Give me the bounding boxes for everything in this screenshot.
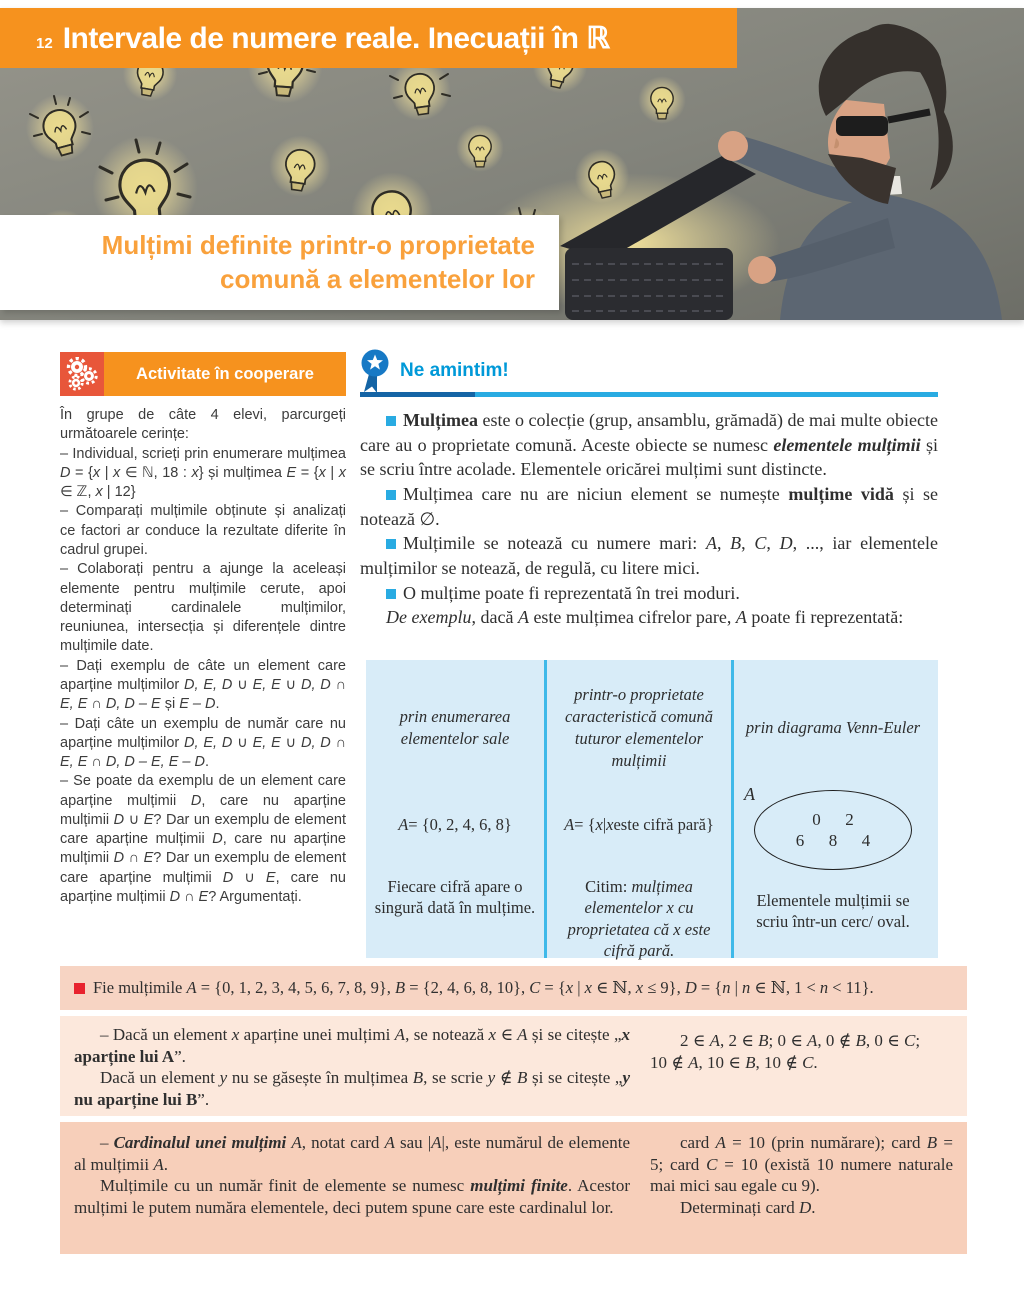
table-column-venn xyxy=(731,660,932,958)
cardinal-paragraph: Mulțimile cu un număr finit de elemente se numesc mulțimi finite. Acestor mulțimi le putem număra elementele, deci putem spune care este cardinalul lor. xyxy=(74,1176,631,1217)
example-line: Determinați card D. xyxy=(680,1197,816,1217)
sidebar-body xyxy=(60,406,346,907)
column-note: Citim: mulțimea elementelor x cu proprietatea că x este cifră pară. xyxy=(567,877,711,961)
sidebar-paragraph: – Dați exemplu de câte un element care aparține mulțimilor D, E, D ∪ E, E ∪ D, D ∩ E, E ∩ D, D – E și E – D. xyxy=(60,657,346,713)
page-header xyxy=(0,8,737,68)
membership-definitions xyxy=(74,1024,630,1110)
page-number: 12 xyxy=(36,34,53,52)
sidebar-header xyxy=(60,352,346,396)
remember-header xyxy=(360,350,938,392)
table-column-property xyxy=(544,660,731,961)
blue-square-bullet xyxy=(386,589,396,599)
venn-diagram xyxy=(742,784,924,878)
example-line: 10 ∉ A, 10 ∈ B, 10 ∉ C. xyxy=(650,1052,818,1072)
example-line: 2 ∈ A, 2 ∈ B; 0 ∈ A, 0 ∉ B, 0 ∈ C; xyxy=(680,1031,921,1050)
section-rule xyxy=(360,392,938,397)
column-header: printr-o proprietate caracteristică comună tuturor elementelor mulțimii xyxy=(564,685,713,770)
venn-set-label: A xyxy=(744,784,755,804)
cardinal-definitions xyxy=(74,1132,630,1248)
medal-icon xyxy=(360,348,390,394)
sidebar-paragraph: În grupe de câte 4 elevi, parcurgeți următoarele cerințe: xyxy=(60,407,346,443)
given-sets-band xyxy=(60,966,967,1010)
set-formula: A = { x | x este cifră pară} xyxy=(564,815,714,835)
rule-light-segment xyxy=(475,392,938,397)
rule-dark-segment xyxy=(360,392,475,397)
example-line: card A = 10 (prin numărare); card B = 5; card C = 10 (există 10 numere naturale mai mici sau egale cu 9). xyxy=(650,1133,953,1196)
membership-examples xyxy=(630,1024,953,1110)
blue-square-bullet xyxy=(386,416,396,426)
remember-item: Mulțimea este o colecție (grup, ansamblu, grămadă) de mai multe obiecte care au o proprietate comună. Aceste obiecte se numesc elementele mulțimii și se scriu între acolade. Elementele oricărei mulțimi sunt distincte. xyxy=(360,410,938,480)
remember-title: Ne amintim! xyxy=(400,360,509,381)
subtitle-line-2: comună a elementelor lor xyxy=(220,263,535,294)
venn-row: 0 2 xyxy=(812,809,854,829)
page-title: Intervale de numere reale. Inecuații în ℝ xyxy=(62,21,610,55)
remember-item: Mulțimile se notează cu numere mari: A, B, C, D, ..., iar elementele mulțimilor se notează, de regulă, cu litere mici. xyxy=(360,533,939,578)
blue-square-bullet xyxy=(386,490,396,500)
sidebar-paragraph: – Dați câte un exemplu de număr care nu aparține mulțimilor D, E, D ∪ E, E ∪ D, D ∩ E, E ∩ D, D – E, E – D. xyxy=(60,715,346,771)
remember-section xyxy=(360,350,938,630)
remember-item: O mulțime poate fi reprezentată în trei moduri. xyxy=(360,581,938,606)
sidebar-paragraph: – Comparați mulțimile obținute și analizați ce factori ar conduce la rezultate diferite în cadrul grupei. xyxy=(60,503,346,558)
sidebar-title: Activitate în cooperare xyxy=(136,364,314,383)
subtitle-line-1: Mulțimi definite printr-o proprietate xyxy=(101,229,535,260)
blue-square-bullet xyxy=(386,539,396,549)
venn-oval xyxy=(754,790,912,870)
membership-band xyxy=(60,1016,967,1116)
table-column-enumeration xyxy=(366,660,544,958)
sidebar-paragraph: – Se poate da exemplu de un element care aparține mulțimii D, care nu aparține mulțimii D ∪ E? Dar un exemplu de element care aparține mulțimii D, care nu aparține mulțimii D ∩ E? Dar un exemplu de element care aparține mulțimii D ∪ E, care nu aparține mulțimii D ∩ E? Argumentați. xyxy=(60,773,346,906)
venn-row: 6 8 4 xyxy=(795,831,871,850)
column-header: prin enumerarea elementelor sale xyxy=(399,707,511,748)
cardinal-paragraph: – Cardinalul unei mulțimi A, notat card A sau |A|, este numărul de elemente al mulțimii A. xyxy=(74,1133,630,1174)
membership-paragraph: – Dacă un element x aparține unei mulțimi A, se notează x ∈ A și se citește „x aparține lui A”. xyxy=(74,1025,630,1066)
membership-paragraph: Dacă un element y nu se găsește în mulțimea B, se scrie y ∉ B și se citește „y nu aparține lui B”. xyxy=(74,1068,630,1109)
sidebar-title-band xyxy=(104,352,346,396)
sidebar-paragraph: – Individual, scrieți prin enumerare mulțimea D = {x | x ∈ ℕ, 18 : x} și mulțimea E = {x | x ∈ ℤ, x | 12} xyxy=(60,445,346,501)
red-square-bullet xyxy=(74,983,85,994)
sidebar-paragraph: – Colaborați pentru a ajunge la aceleași elemente pentru mulțimile cerute, apoi determinați cardinalele mulțimilor, reuniunea, intersecția și diferențele dintre mulțimile date. xyxy=(60,561,346,655)
given-sets-text: Fie mulțimile A = {0, 1, 2, 3, 4, 5, 6, 7, 8, 9}, B = {2, 4, 6, 8, 10}, C = {x | x ∈ ℕ, x ≤ 9}, D = {n | n ∈ ℕ, 1 < n < 11}. xyxy=(93,978,874,997)
column-header: prin diagrama Venn-Euler xyxy=(745,718,921,738)
cardinal-band xyxy=(60,1122,967,1254)
cooperation-activity-sidebar xyxy=(60,352,346,907)
set-formula: A = {0, 2, 4, 6, 8} xyxy=(398,815,512,835)
cardinal-examples xyxy=(630,1132,953,1248)
lesson-subtitle xyxy=(0,215,559,310)
column-note: Elementele mulțimii se scriu într-un cerc/ oval. xyxy=(756,891,910,932)
representation-table xyxy=(366,660,938,961)
column-note: Fiecare cifră apare o singură dată în mulțime. xyxy=(374,877,536,918)
remember-item: Mulțimea care nu are niciun element se numește mulțime vidă și se notează ∅. xyxy=(360,483,939,529)
remember-item: De exemplu, dacă A este mulțimea cifrelor pare, A poate fi reprezentată: xyxy=(386,607,904,628)
remember-body xyxy=(360,408,938,630)
gears-icon xyxy=(60,352,104,396)
